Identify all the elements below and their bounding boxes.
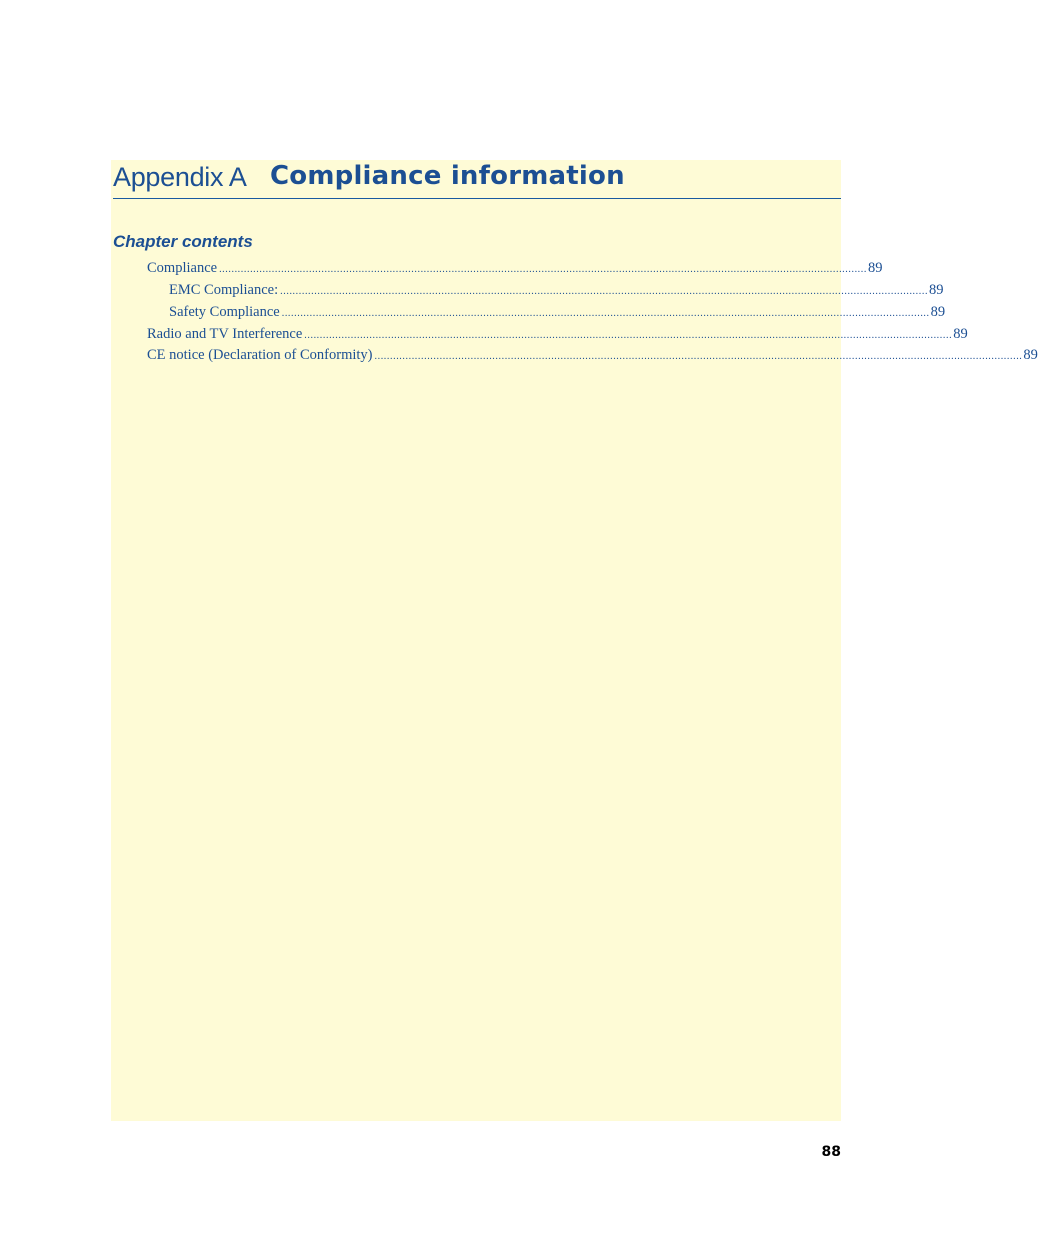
table-of-contents <box>0 0 1038 400</box>
toc-entry-emc-compliance[interactable] <box>169 282 944 300</box>
chapter-title-text: Compliance information <box>270 161 625 191</box>
page-number: 88 <box>821 1144 841 1160</box>
toc-entry-ce-notice[interactable] <box>147 347 1038 365</box>
toc-entry-label: EMC Compliance: <box>169 282 279 298</box>
toc-entry-label: Radio and TV Interference <box>147 326 303 342</box>
toc-entry-safety-compliance[interactable] <box>169 304 946 322</box>
toc-dot-leader: ................................................................................................................................................................................................................. <box>374 351 1023 362</box>
appendix-label: Appendix A <box>113 162 247 192</box>
toc-entry-label: CE notice (Declaration of Conformity) <box>147 347 373 363</box>
toc-dot-leader: ................................................................................................................................................................................................................. <box>304 330 953 341</box>
toc-entry-radio-tv-interference[interactable] <box>147 326 968 344</box>
chapter-contents-heading: Chapter contents <box>113 232 253 251</box>
toc-entry-compliance[interactable] <box>147 260 883 278</box>
toc-dot-leader: ................................................................................................................................................................................................................. <box>219 264 867 275</box>
toc-entry-page: 89 <box>930 304 946 320</box>
toc-entry-page: 89 <box>867 260 883 276</box>
toc-dot-leader: ................................................................................................................................................................................................................. <box>280 286 929 297</box>
toc-entry-page: 89 <box>953 326 968 342</box>
toc-entry-page: 89 <box>929 282 944 298</box>
toc-entry-label: Safety Compliance <box>169 304 280 320</box>
toc-dot-leader: ................................................................................................................................................................................................................. <box>281 308 930 319</box>
toc-entry-label: Compliance <box>147 260 218 276</box>
toc-entry-page: 89 <box>1023 347 1038 363</box>
